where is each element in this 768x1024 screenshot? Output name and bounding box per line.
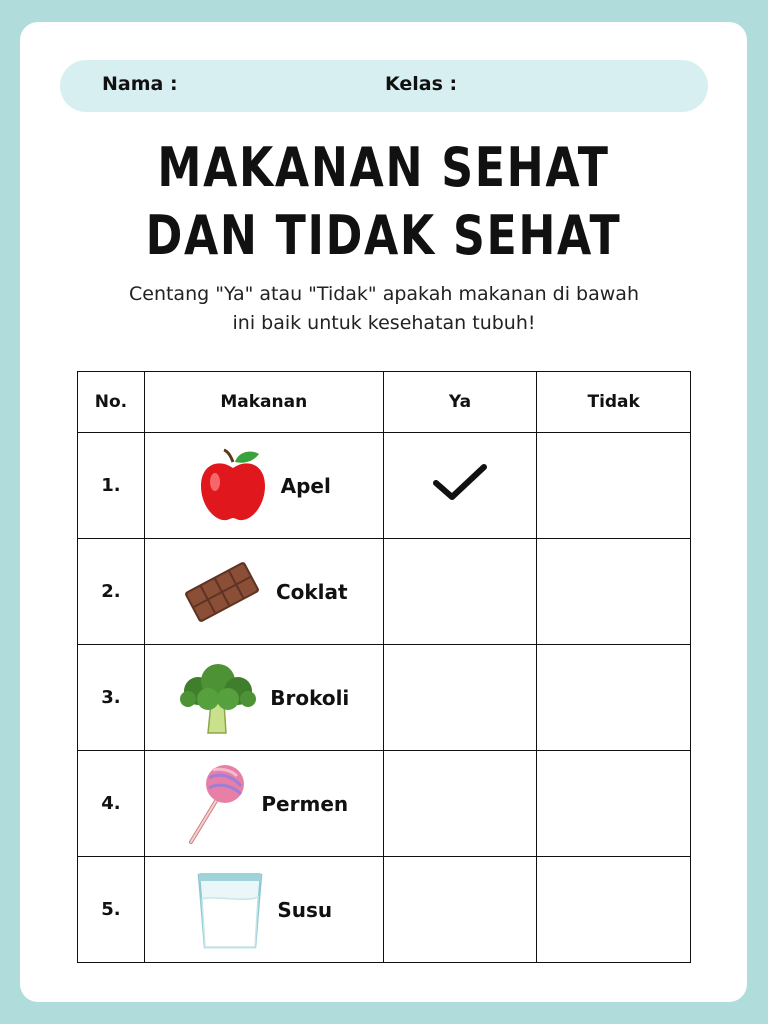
- ya-cell[interactable]: [383, 539, 537, 645]
- instruction-text: [60, 280, 708, 338]
- worksheet-card: [20, 22, 747, 1002]
- tidak-cell[interactable]: [537, 433, 691, 539]
- tidak-cell[interactable]: [537, 645, 691, 751]
- food-cell: [144, 433, 383, 539]
- name-class-bar: [60, 60, 708, 112]
- page-title: [20, 134, 747, 270]
- food-cell: [144, 857, 383, 963]
- tidak-cell[interactable]: [537, 857, 691, 963]
- broccoli-icon: [178, 659, 258, 737]
- header-ya: Ya: [383, 372, 537, 433]
- table-row: [78, 751, 691, 857]
- chocolate-icon: [180, 559, 264, 625]
- row-number: 1.: [78, 433, 145, 539]
- checkmark-icon: [432, 463, 488, 503]
- food-cell: [144, 539, 383, 645]
- title-line-1: MAKANAN SEHAT: [157, 136, 610, 199]
- table-row: [78, 645, 691, 751]
- table-row: [78, 433, 691, 539]
- food-name: Apel: [280, 473, 331, 498]
- lollipop-icon: [179, 762, 249, 846]
- instruction-line-1: Centang "Ya" atau "Tidak" apakah makanan di bawah: [128, 283, 639, 305]
- name-label: Nama :: [102, 73, 178, 95]
- food-name: Coklat: [275, 579, 348, 604]
- header-no: No.: [78, 372, 145, 433]
- ya-cell[interactable]: [383, 645, 537, 751]
- title-line-2: DAN TIDAK SEHAT: [145, 204, 622, 267]
- apple-icon: [197, 448, 269, 524]
- class-label: Kelas :: [385, 73, 458, 95]
- table-row: [78, 539, 691, 645]
- row-number: 3.: [78, 645, 145, 751]
- food-name: Susu: [277, 897, 333, 922]
- tidak-cell[interactable]: [537, 751, 691, 857]
- table-row: [78, 857, 691, 963]
- food-cell: [144, 645, 383, 751]
- ya-cell[interactable]: [383, 857, 537, 963]
- ya-cell[interactable]: [383, 433, 537, 539]
- food-name: Brokoli: [270, 685, 350, 710]
- instruction-line-2: ini baik untuk kesehatan tubuh!: [232, 312, 536, 334]
- food-cell: [144, 751, 383, 857]
- tidak-cell[interactable]: [537, 539, 691, 645]
- food-name: Permen: [261, 791, 349, 816]
- ya-cell[interactable]: [383, 751, 537, 857]
- header-food: Makanan: [144, 372, 383, 433]
- row-number: 2.: [78, 539, 145, 645]
- table-header-row: [78, 372, 691, 433]
- header-tidak: Tidak: [537, 372, 691, 433]
- milk-glass-icon: [195, 869, 265, 951]
- food-table: [77, 371, 691, 963]
- row-number: 4.: [78, 751, 145, 857]
- row-number: 5.: [78, 857, 145, 963]
